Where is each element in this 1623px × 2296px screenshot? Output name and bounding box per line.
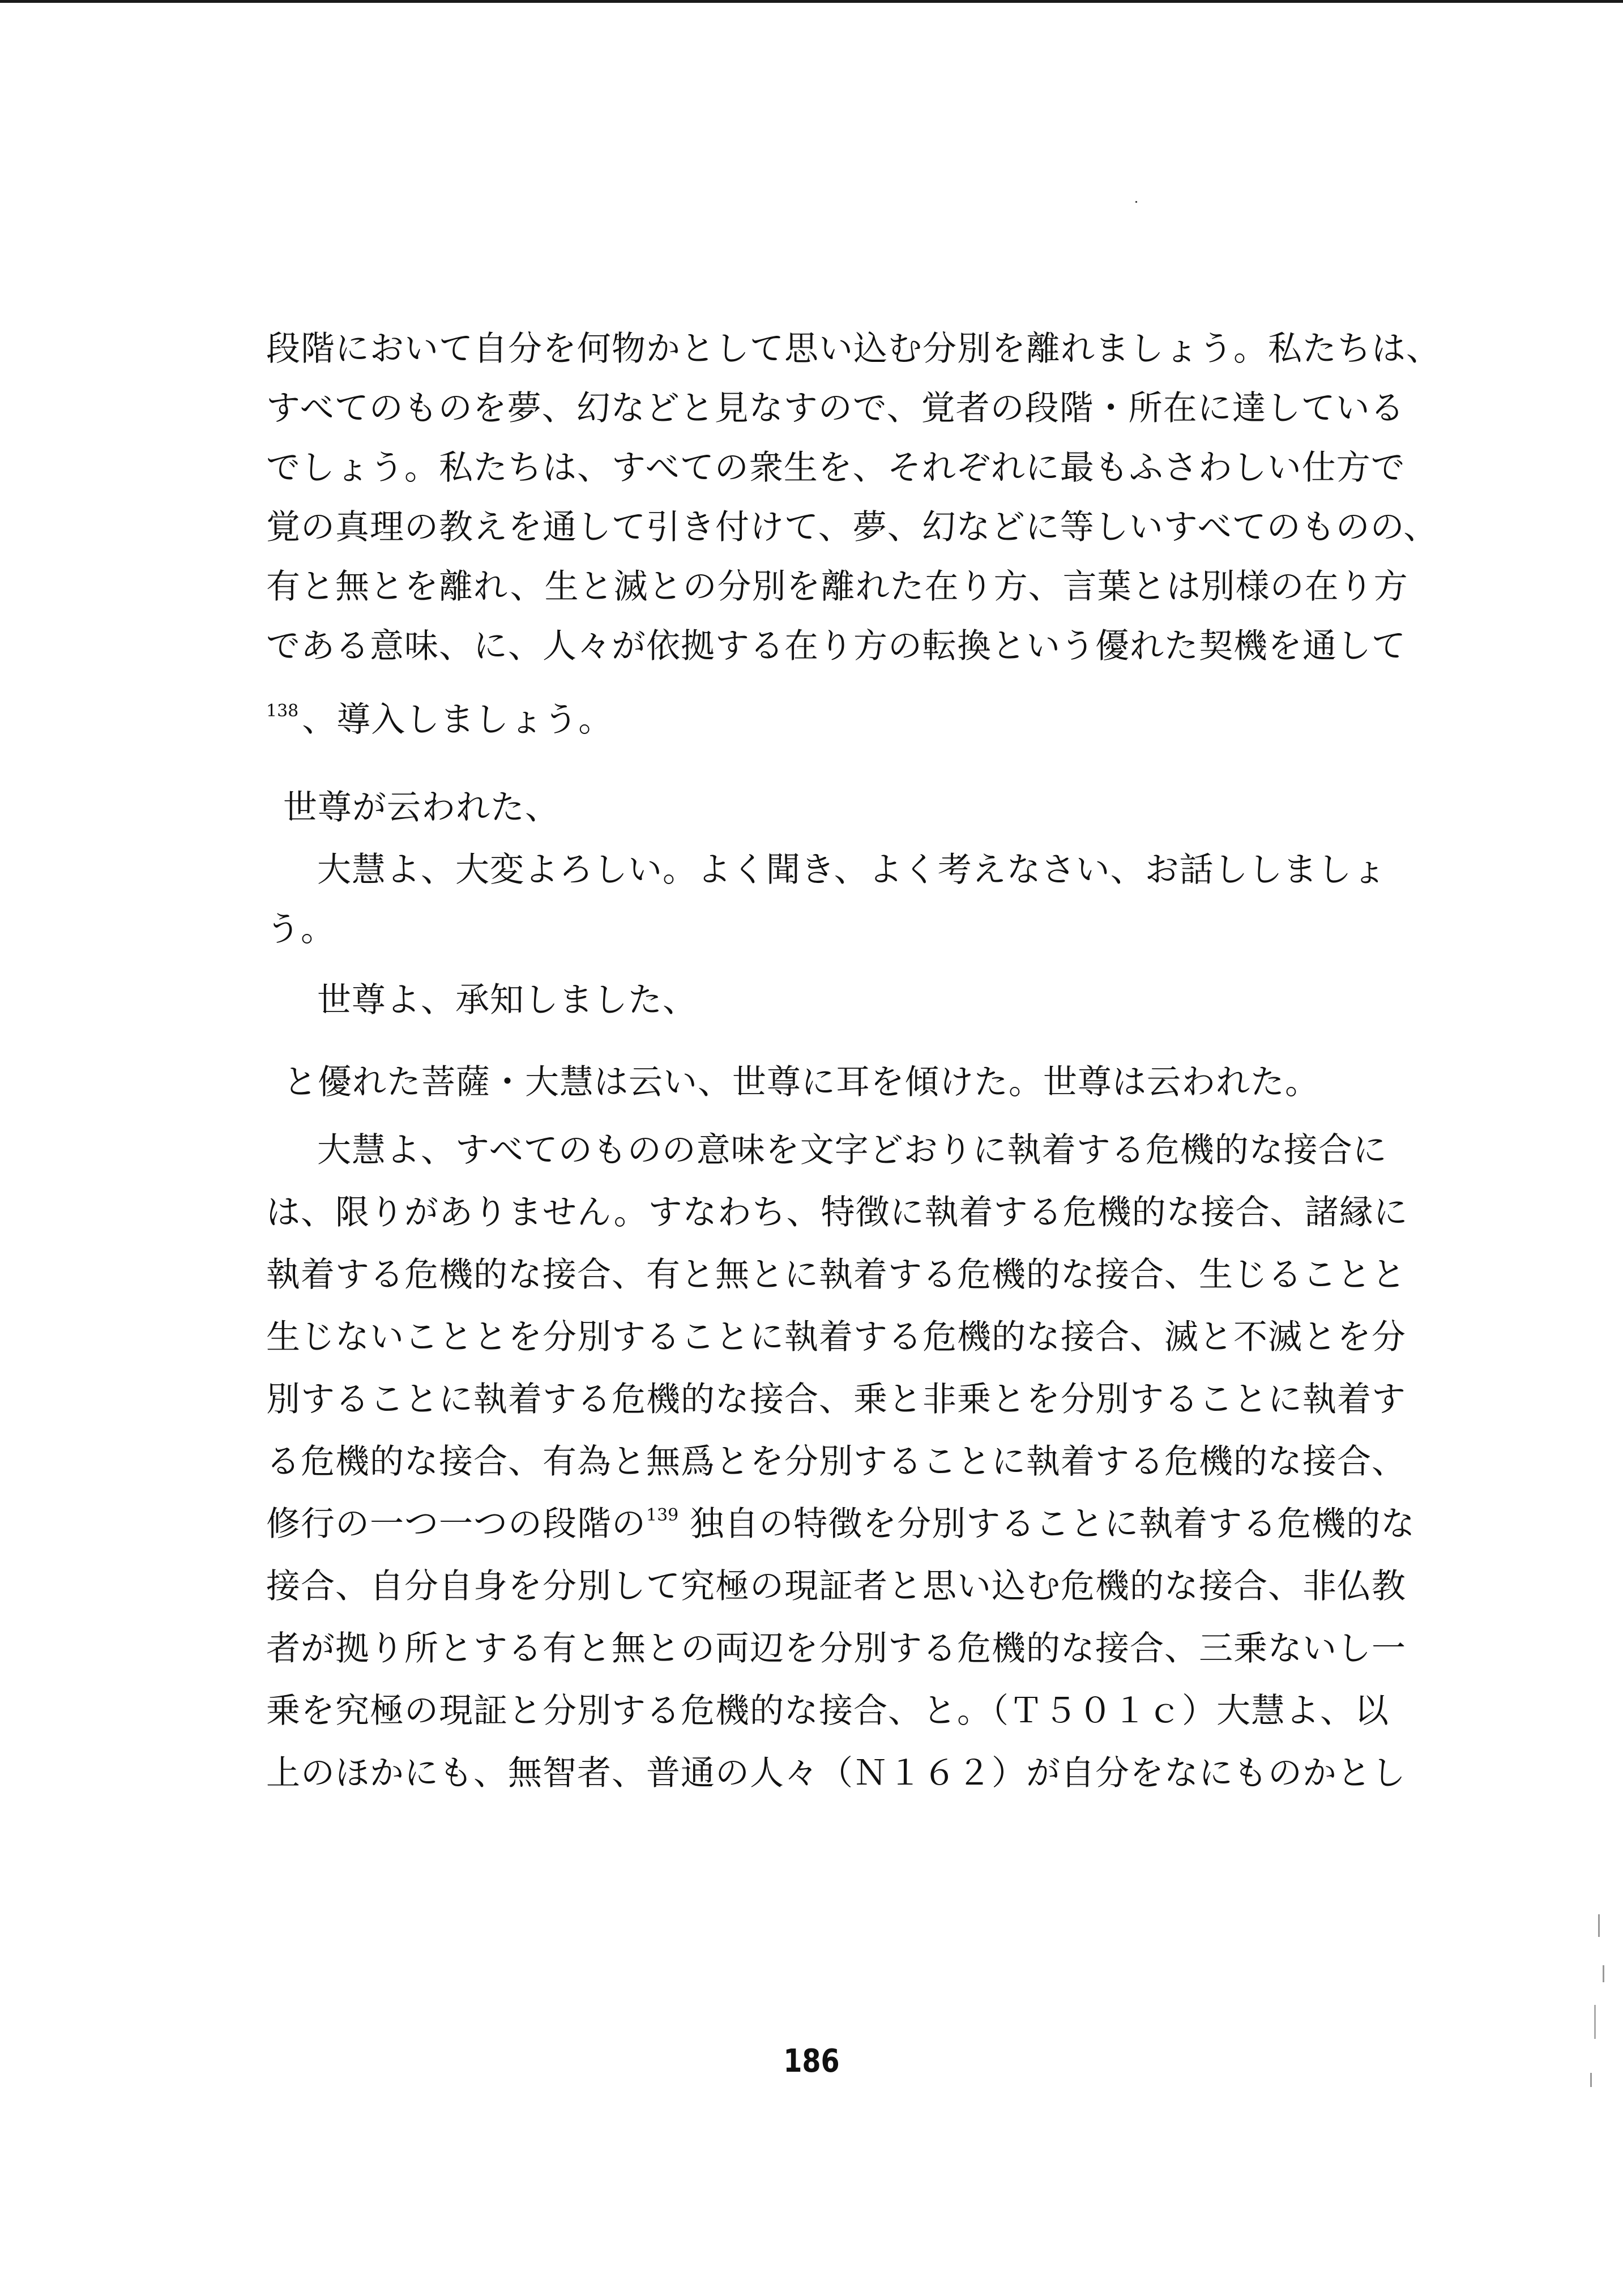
text-line: 乗を究極の現証と分別する危機的な接合、と。（Ｔ５０１ｃ）大慧よ、以 bbox=[266, 1691, 1389, 1731]
scan-speck bbox=[1598, 1914, 1600, 1937]
text-line: である意味、に、人々が依拠する在り方の転換という優れた契機を通して bbox=[266, 626, 1406, 666]
text-line: 接合、自分自身を分別して究極の現証者と思い込む危機的な接合、非仏教 bbox=[266, 1567, 1406, 1606]
footnote-ref: 138 bbox=[266, 701, 299, 721]
text-line: 大慧よ、大変よろしい。よく聞き、よく考えなさい、お話ししましょ bbox=[317, 850, 1387, 890]
text-run: 、導入しましょう。 bbox=[302, 700, 613, 740]
scan-speck bbox=[1135, 201, 1137, 203]
text-line: 世尊よ、承知しました、 bbox=[317, 980, 697, 1020]
scan-speck bbox=[1590, 2073, 1592, 2087]
text-line: 段階において自分を何物かとして思い込む分別を離れましょう。私たちは、 bbox=[266, 329, 1441, 369]
text-line: う。 bbox=[266, 910, 335, 949]
text-run: 修行の一つ一つの段階の bbox=[266, 1504, 646, 1544]
text-line: は、限りがありません。すなわち、特徴に執着する危機的な接合、諸縁に bbox=[266, 1193, 1408, 1232]
text-line: 世尊が云われた、 bbox=[283, 788, 559, 827]
text-run: 独自の特徴を分別することに執着する危機的な bbox=[690, 1504, 1416, 1544]
scan-speck bbox=[1603, 1965, 1604, 1982]
text-line: 覚の真理の教えを通して引き付けて、夢、幻などに等しいすべてのものの、 bbox=[266, 507, 1438, 547]
text-line: と優れた菩薩・大慧は云い、世尊に耳を傾けた。世尊は云われた。 bbox=[283, 1062, 1319, 1102]
text-line: 別することに執着する危機的な接合、乗と非乗とを分別することに執着す bbox=[266, 1380, 1406, 1419]
page-number: 186 bbox=[783, 2043, 840, 2080]
text-line: 大慧よ、すべてのものの意味を文字どおりに執着する危機的な接合に bbox=[317, 1130, 1387, 1170]
text-line: すべてのものを夢、幻などと見なすので、覚者の段階・所在に達している bbox=[266, 389, 1405, 428]
text-line: 有と無とを離れ、生と滅との分別を離れた在り方、言葉とは別様の在り方 bbox=[266, 567, 1408, 607]
scan-speck bbox=[1594, 2005, 1596, 2039]
text-line: 上のほかにも、無智者、普通の人々（Ｎ１６２）が自分をなにものかとし bbox=[266, 1753, 1406, 1793]
text-line bbox=[266, 697, 1331, 742]
top-border-rule bbox=[0, 0, 1623, 3]
text-line: 者が拠り所とする有と無との両辺を分別する危機的な接合、三乗ないし一 bbox=[266, 1629, 1406, 1668]
text-line: る危機的な接合、有為と無爲とを分別することに執着する危機的な接合、 bbox=[266, 1442, 1406, 1482]
footnote-ref: 139 bbox=[646, 1505, 679, 1525]
text-line bbox=[266, 1501, 1416, 1547]
text-line: 生じないこととを分別することに執着する危機的な接合、滅と不滅とを分 bbox=[266, 1317, 1406, 1357]
text-line: でしょう。私たちは、すべての衆生を、それぞれに最もふさわしい仕方で bbox=[266, 448, 1406, 488]
text-line: 執着する危機的な接合、有と無とに執着する危機的な接合、生じることと bbox=[266, 1255, 1406, 1295]
